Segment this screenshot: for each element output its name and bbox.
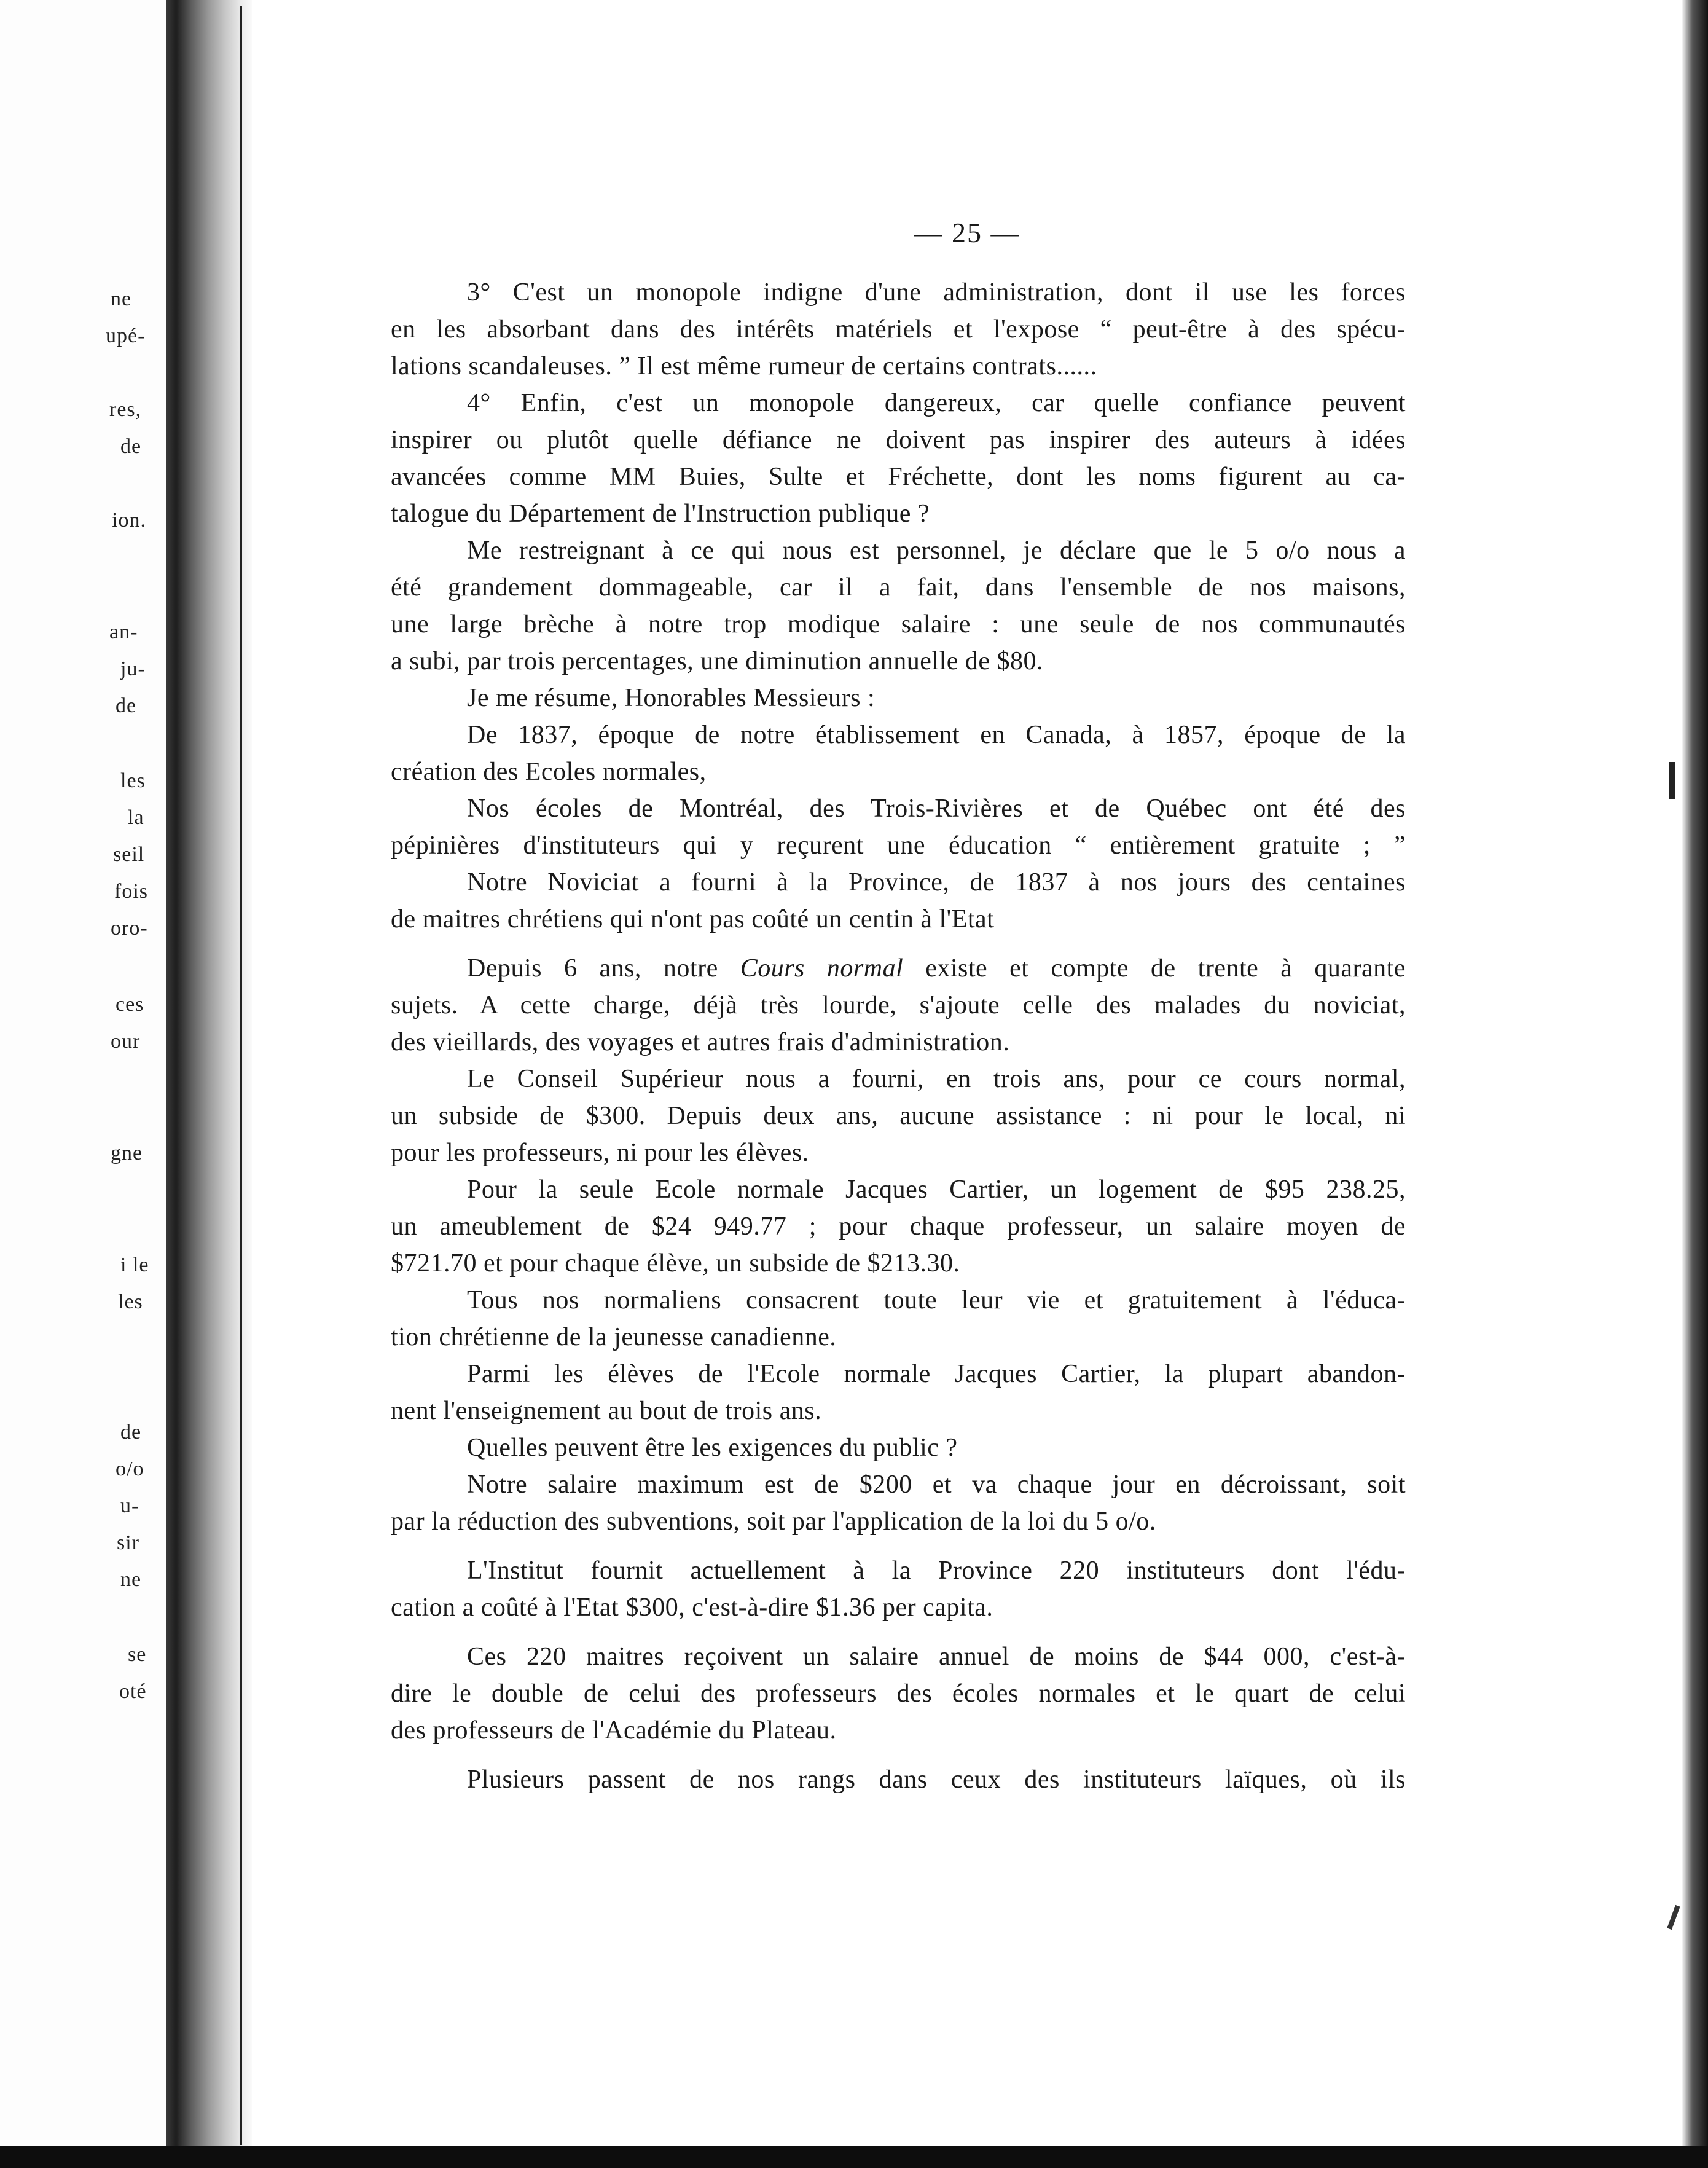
left-fragment: our [111,1030,141,1053]
text-line: Notre salaire maximum est de $200 et va chaque jour en décroissant, soit [467,1471,1406,1499]
text-line: Tous nos normaliens consacrent toute leur vie et gratuitement à l'éduca- [467,1286,1406,1314]
paragraph [391,385,1406,532]
paragraph [391,274,1406,385]
left-fragment: les [120,769,146,792]
left-fragment: upé- [106,324,146,347]
text-line: une large brèche à notre trop modique salaire : une seule de nos communautés [391,610,1406,638]
text-line: des professeurs de l'Académie du Plateau. [391,1716,837,1745]
text-line: Me restreignant à ce qui nous est personnel, je déclare que le 5 o/o nous a [467,536,1406,565]
left-fragment: fois [114,880,148,903]
left-fragment: se [128,1643,147,1666]
left-fragment: gne [111,1142,143,1165]
text-line: Quelles peuvent être les exigences du public ? [467,1434,958,1462]
text-line: talogue du Département de l'Instruction publique ? [391,500,930,528]
text-line: de maitres chrétiens qui n'ont pas coûté un centin à l'Etat [391,905,995,933]
paragraph [391,790,1406,864]
text-run: Depuis 6 ans, notre [467,954,740,983]
paragraph [391,1171,1406,1282]
paragraph [391,864,1406,938]
text-line: 3° C'est un monopole indigne d'une administration, dont il use les forces [467,278,1406,307]
left-fragment: u- [120,1494,139,1517]
text-line: De 1837, époque de notre établissement en Canada, à 1857, époque de la [467,721,1406,749]
left-fragment: ion. [112,509,146,532]
paragraph [391,1466,1406,1540]
left-fragment: res, [109,398,142,421]
text-line: Pour la seule Ecole normale Jacques Cartier, un logement de $95 238.25, [467,1176,1406,1204]
paragraph [391,1552,1406,1626]
left-fragment: ju- [120,658,146,680]
text-line: Parmi les élèves de l'Ecole normale Jacques Cartier, la plupart abandon- [467,1360,1406,1388]
scan-bottom-border [0,2146,1708,2168]
text-line: nent l'enseignement au bout de trois ans. [391,1397,822,1425]
text-line: L'Institut fournit actuellement à la Province 220 instituteurs dont l'édu- [467,1557,1406,1585]
paragraph [391,717,1406,790]
text-line: création des Ecoles normales, [391,758,707,786]
text-line: Nos écoles de Montréal, des Trois-Rivières et de Québec ont été des [467,795,1406,823]
left-fragment: de [116,694,137,717]
text-line: lations scandaleuses. ” Il est même rumeur de certains contrats...... [391,352,1097,380]
text-line: dire le double de celui des professeurs des écoles normales et le quart de celui [391,1679,1406,1708]
left-fragment: oté [119,1680,147,1703]
text-line: Je me résume, Honorables Messieurs : [467,684,876,712]
paragraph [391,1761,1406,1798]
paragraph [391,1638,1406,1749]
text-line: été grandement dommageable, car il a fait, dans l'ensemble de nos maisons, [391,573,1406,602]
text-line: a subi, par trois percentages, une diminution annuelle de $80. [391,647,1044,675]
document-page [252,0,1682,2146]
scan-mark [1669,762,1675,799]
left-fragment: i le [120,1254,149,1276]
italic-term: Cours normal [740,954,904,983]
text-line: tion chrétienne de la jeunesse canadienne. [391,1323,837,1351]
text-line: un ameublement de $24 949.77 ; pour chaque professeur, un salaire moyen de [391,1212,1406,1241]
text-line: Le Conseil Supérieur nous a fourni, en trois ans, pour ce cours normal, [467,1065,1406,1093]
left-fragment: ne [120,1568,142,1591]
gutter-shadow-line [240,6,242,2145]
text-line [391,950,1406,987]
left-fragment: o/o [116,1458,144,1480]
text-line: Notre Noviciat a fourni à la Province, de 1837 à nos jours des centaines [467,868,1406,897]
text-line: un subside de $300. Depuis deux ans, aucune assistance : ni pour le local, ni [391,1102,1406,1130]
scan-right-edge [1682,0,1708,2146]
paragraph [391,680,1406,717]
paragraph [391,1356,1406,1429]
left-fragment: oro- [111,917,148,940]
book-gutter [166,0,252,2146]
body-text [391,274,1406,1798]
text-line: inspirer ou plutôt quelle défiance ne doivent pas inspirer des auteurs à idées [391,426,1406,454]
text-line: en les absorbant dans des intérêts matériels et l'expose “ peut-être à des spécu- [391,315,1406,344]
left-fragment: ces [116,993,144,1016]
left-fragment: an- [109,621,138,643]
text-line: sujets. A cette charge, déjà très lourde, s'ajoute celle des malades du noviciat, [391,991,1406,1019]
text-line: pépinières d'instituteurs qui y reçurent une éducation “ entièrement gratuite ; ” [391,831,1406,860]
page-number: — 25 — [914,217,1020,248]
text-line: Ces 220 maitres reçoivent un salaire annuel de moins de $44 000, c'est-à- [467,1643,1406,1671]
text-line: pour les professeurs, ni pour les élèves. [391,1139,809,1167]
text-line: des vieillards, des voyages et autres frais d'administration. [391,1028,1010,1056]
paragraph [391,1061,1406,1171]
left-fragment: les [118,1290,143,1313]
paragraph [391,1282,1406,1356]
left-fragment: de [120,1421,142,1443]
previous-page-edge [0,0,166,2168]
text-line: Plusieurs passent de nos rangs dans ceux des instituteurs laïques, où ils [467,1765,1406,1794]
left-fragment: de [120,435,142,458]
left-fragment: ne [111,288,132,310]
paragraph [391,532,1406,680]
text-line: par la réduction des subventions, soit par l'application de la loi du 5 o/o. [391,1507,1156,1536]
left-fragment: sir [117,1531,139,1554]
text-run: existe et compte de trente à quarante [903,954,1406,983]
text-line: $721.70 et pour chaque élève, un subside de $213.30. [391,1249,960,1278]
text-line: cation a coûté à l'Etat $300, c'est-à-dire $1.36 per capita. [391,1593,993,1622]
text-line: 4° Enfin, c'est un monopole dangereux, car quelle confiance peuvent [467,389,1406,417]
text-line: avancées comme MM Buies, Sulte et Fréchette, dont les noms figurent au ca- [391,463,1406,491]
paragraph [391,1429,1406,1466]
left-fragment: la [128,806,144,829]
left-fragment: seil [113,843,145,866]
paragraph [391,950,1406,1061]
